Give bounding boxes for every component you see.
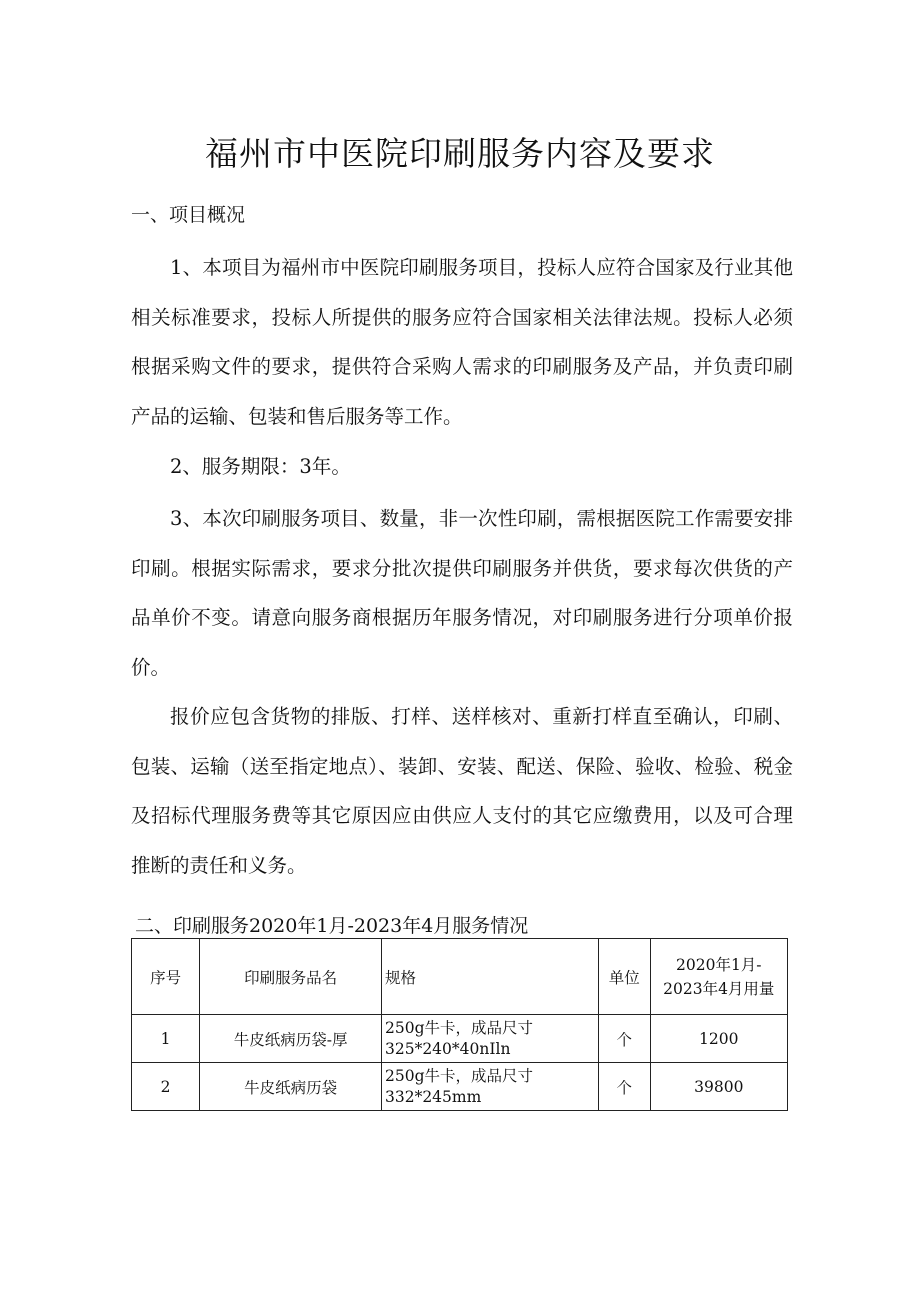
paragraph-printing-arrangement: 3、本次印刷服务项目、数量，非一次性印刷，需根据医院工作需要安排印刷。根据实际需求，要求分批次提供印刷服务并供货，要求每次供货的产品单价不变。请意向服务商根据历年服务情况，对印刷服务进行分项单价报价。	[131, 507, 793, 679]
cell-unit: 个	[598, 1063, 650, 1111]
cell-item-name: 牛皮纸病历袋-厚	[200, 1015, 382, 1063]
service-history-table	[131, 938, 788, 1111]
cell-no: 2	[132, 1063, 200, 1111]
cell-spec-line1: 250g牛卡，成品尺寸	[384, 1018, 533, 1037]
cell-item-name: 牛皮纸病历袋	[200, 1063, 382, 1111]
cell-quantity: 1200	[650, 1015, 787, 1063]
section-heading-overview: 一、项目概况	[131, 204, 246, 226]
table-header-row	[132, 939, 788, 1015]
paragraph-project-scope: 1、本项目为福州市中医院印刷服务项目，投标人应符合国家及行业其他相关标准要求，投标人所提供的服务应符合国家相关法律法规。投标人必须根据采购文件的要求，提供符合采购人需求的印刷服务及产品，并负责印刷产品的运输、包装和售后服务等工作。	[131, 256, 793, 428]
section-heading-service-history: 二、印刷服务2020年1月-2023年4月服务情况	[135, 915, 529, 937]
cell-unit: 个	[598, 1015, 650, 1063]
table-row	[132, 1015, 788, 1063]
document-title: 福州市中医院印刷服务内容及要求	[205, 134, 715, 173]
header-quantity-line2: 2023年4月用量	[663, 979, 775, 998]
header-spec: 规格	[381, 939, 598, 1015]
header-no: 序号	[132, 939, 200, 1015]
cell-spec	[381, 1063, 598, 1111]
header-item-name: 印刷服务品名	[200, 939, 382, 1015]
paragraph-quote-contents: 报价应包含货物的排版、打样、送样核对、重新打样直至确认，印刷、包装、运输（送至指定地点）、装卸、安装、配送、保险、验收、检验、税金及招标代理服务费等其它原因应由供应人支付的其它应缴费用，以及可合理推断的责任和义务。	[131, 705, 793, 877]
cell-spec-line1: 250g牛卡，成品尺寸	[384, 1066, 533, 1085]
header-quantity	[650, 939, 787, 1015]
cell-spec	[381, 1015, 598, 1063]
cell-spec-line2: 332*245mm	[384, 1087, 482, 1106]
header-unit: 单位	[598, 939, 650, 1015]
header-quantity-line1: 2020年1月-	[676, 955, 762, 974]
paragraph-service-period: 2、服务期限：3年。	[170, 455, 351, 478]
cell-quantity: 39800	[650, 1063, 787, 1111]
cell-no: 1	[132, 1015, 200, 1063]
table-row	[132, 1063, 788, 1111]
cell-spec-line2: 325*240*40nIln	[384, 1039, 511, 1058]
